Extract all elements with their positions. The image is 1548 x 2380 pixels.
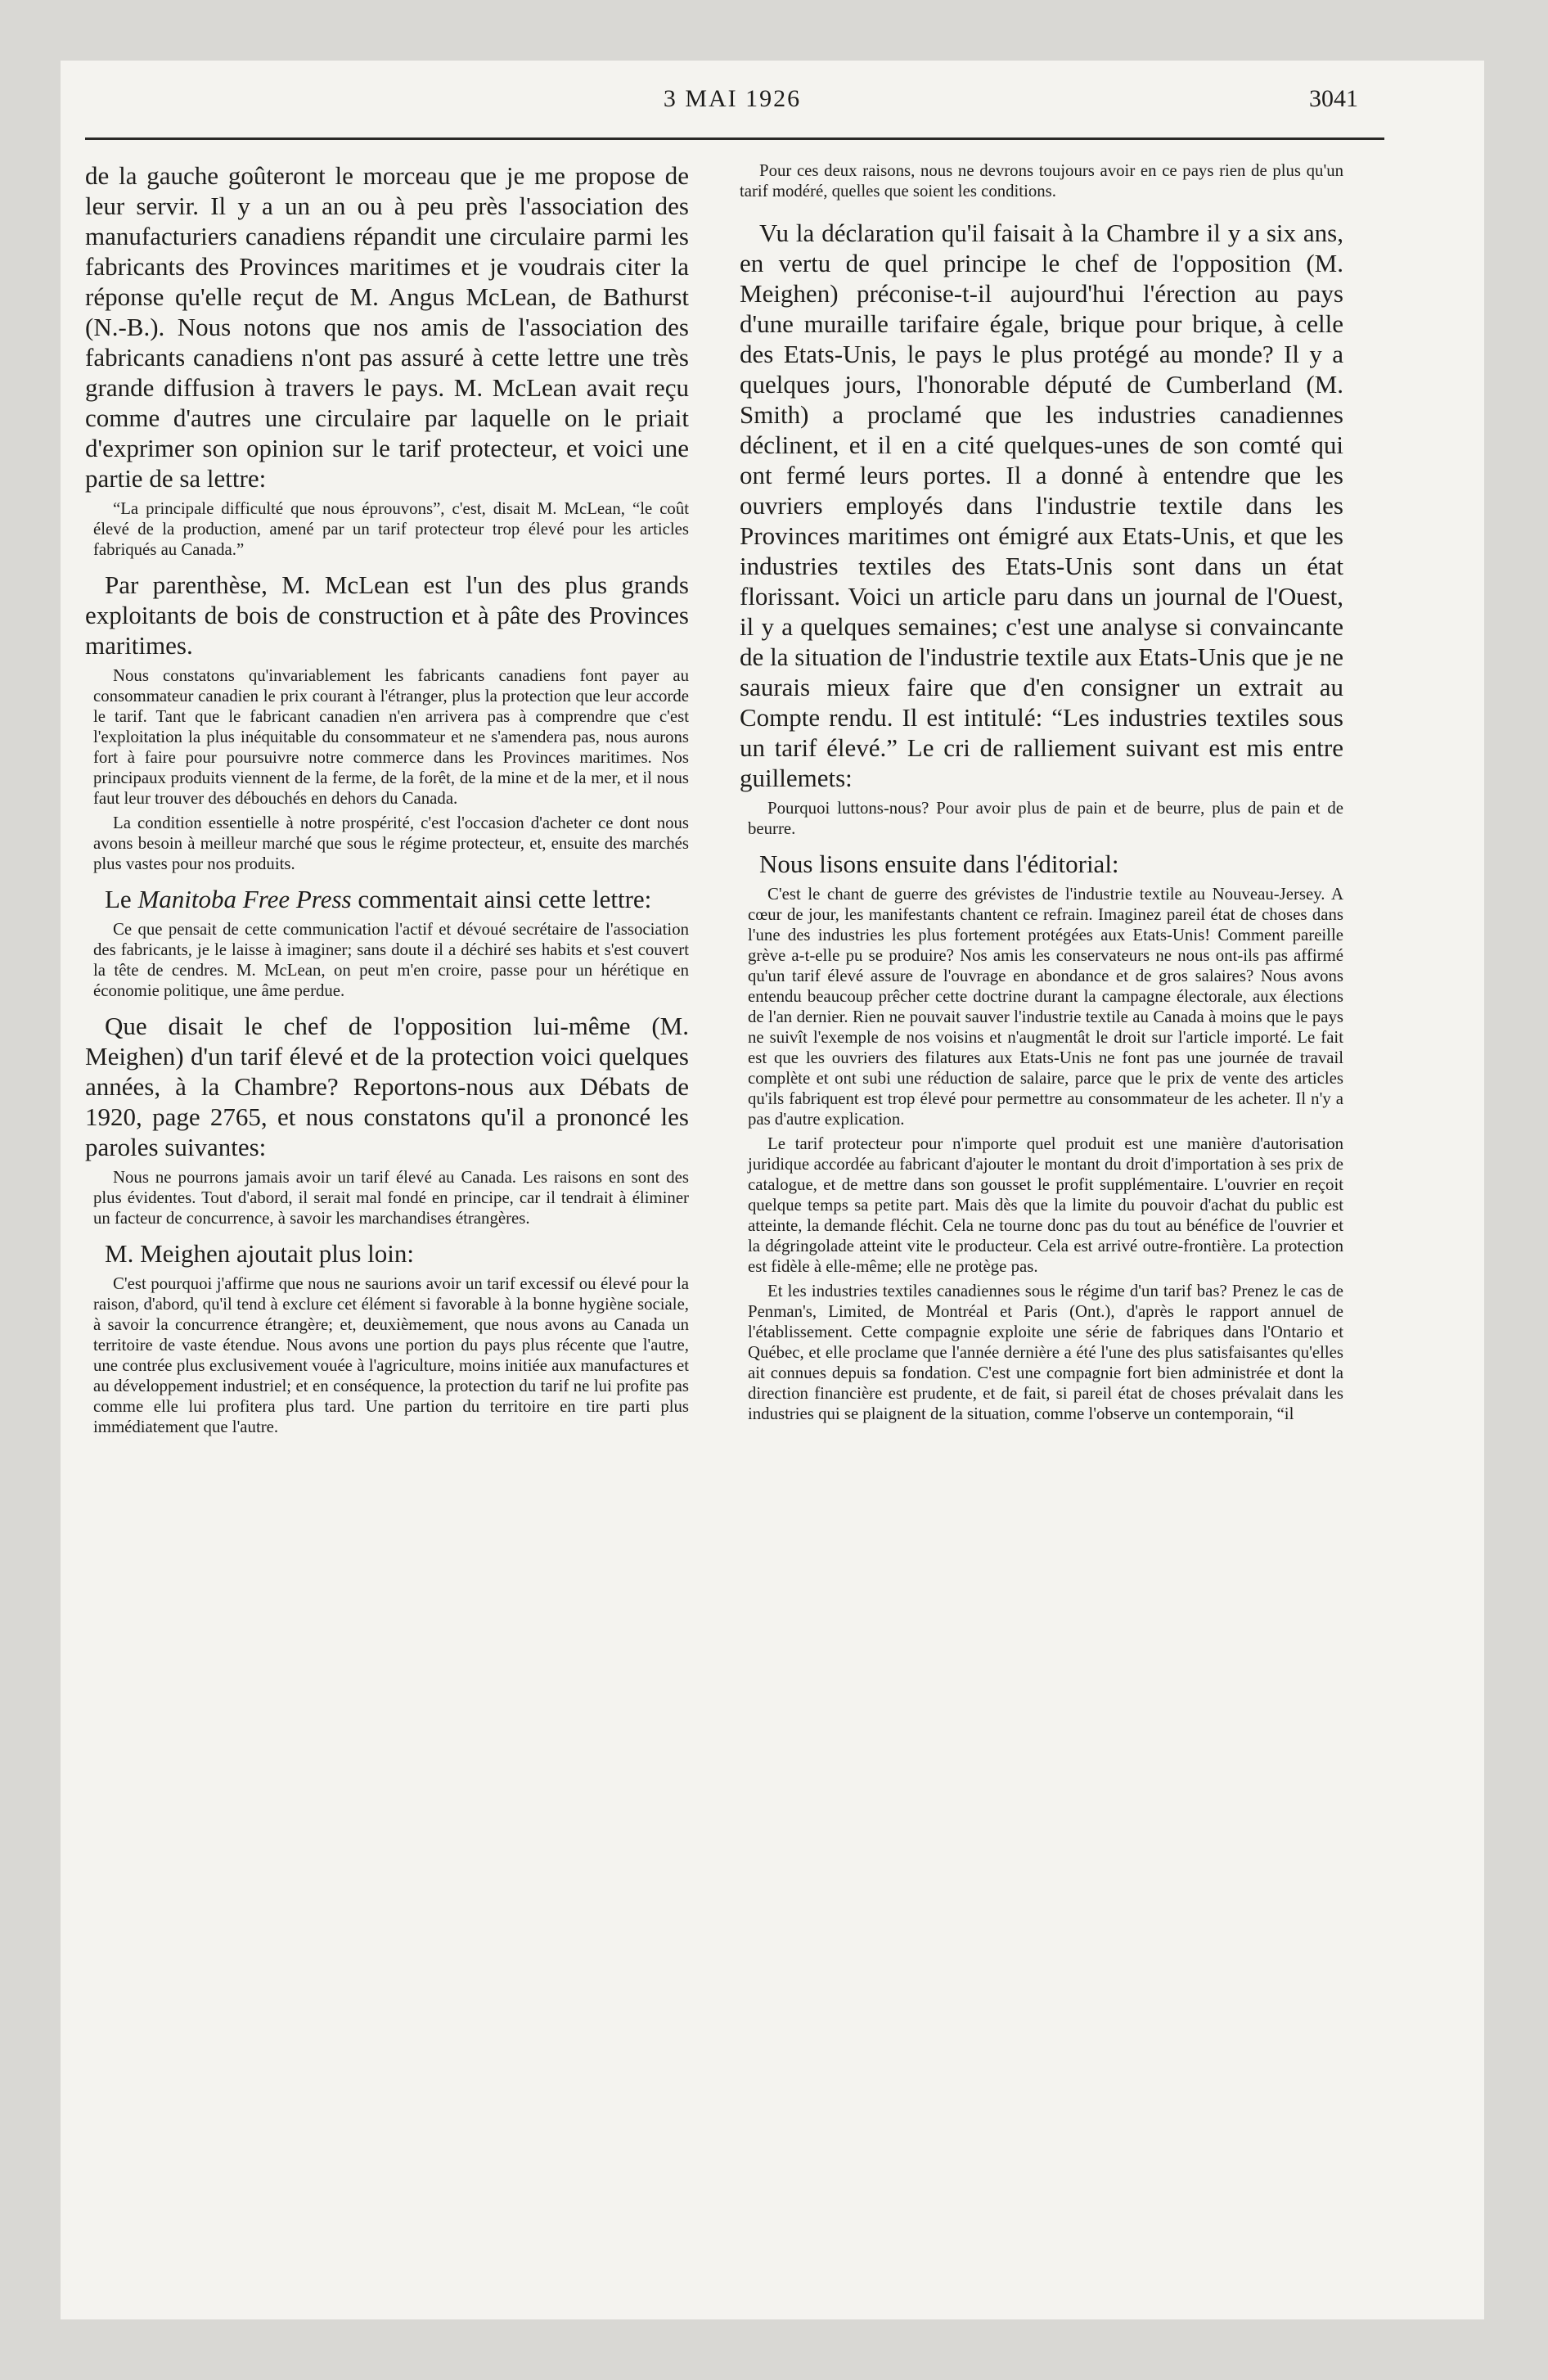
quoted-paragraph: Pourquoi luttons-nous? Pour avoir plus de pain et de beurre, plus de pain et de beurre. <box>748 799 1343 838</box>
page-header <box>106 85 1358 134</box>
text-run: commentait ainsi cette lettre: <box>351 885 652 913</box>
quoted-paragraph: Nous ne pourrons jamais avoir un tarif élevé au Canada. Les raisons en sont des plus évidentes. Tout d'abord, il serait mal fondé en principe, car il tendrait à éliminer un facteur de concurrence, à savoir les marchandises étrangères. <box>93 1168 689 1228</box>
speech-paragraph: Par parenthèse, M. McLean est l'un des plus grands exploitants de bois de construction et à pâte des Provinces maritimes. <box>85 570 689 660</box>
quoted-paragraph: Pour ces deux raisons, nous ne devrons toujours avoir en ce pays rien de plus qu'un tarif modéré, quelles que soient les conditions. <box>740 161 1343 201</box>
page-number: 3041 <box>1309 85 1358 112</box>
quoted-paragraph: La condition essentielle à notre prospérité, c'est l'occasion d'acheter ce dont nous avons besoin à meilleur marché que sous le régime protecteur, et, ensuite des marchés plus vastes pour nos produits. <box>93 814 689 873</box>
text-run: Le <box>105 885 138 913</box>
left-column <box>85 160 689 2223</box>
speech-paragraph: Vu la déclaration qu'il faisait à la Chambre il y a six ans, en vertu de quel principe le chef de l'opposition (M. Meighen) préconise-t-il aujourd'hui l'érection au pays d'une muraille tarifaire égale, brique pour brique, à celle des Etats-Unis, le pays le plus protégé au monde? Il y a quelques jours, l'honorable député de Cumberland (M. Smith) a proclamé que les industries canadiennes déclinent, et il en a cité quelques-unes de son comté qui ont fermé leurs portes. Il a donné à entendre que les ouvriers employés dans l'industrie textile dans les Provinces maritimes ont émigré aux Etats-Unis, et que les industries textiles des Etats-Unis sont dans un état florissant. Voici un article paru dans un journal de l'Ouest, il y a quelques semaines; c'est une analyse si convaincante de la situation de l'industrie textile aux Etats-Unis que je ne saurais mieux faire que d'en consigner un extrait au Compte rendu. Il est intitulé: “Les industries textiles sous un tarif élevé.” Le cri de ralliement suivant est mis entre guillemets: <box>740 219 1343 792</box>
quoted-paragraph: “La principale difficulté que nous éprouvons”, c'est, disait M. McLean, “le coût élevé de la production, amené par un tarif protecteur trop élevé pour les articles fabriqués au Canada.” <box>93 499 689 559</box>
quoted-paragraph: Et les industries textiles canadiennes sous le régime d'un tarif bas? Prenez le cas de Penman's, Limited, de Montréal et Paris (Ont.), d'après le rapport annuel de l'établissement. Cette compagnie exploite une série de fabriques dans l'Ontario et Québec, et elle proclame que l'année dernière a été l'une des plus satisfaisantes qu'elles ait connues depuis sa fondation. C'est une compagnie fort bien administrée et dont la direction financière est prudente, et de fait, si pareil état de choses prévalait dans les industries qui se plaignent de la situation, comme l'observe un contemporain, “il <box>748 1282 1343 1423</box>
newspaper-title: Manitoba Free Press <box>137 885 352 913</box>
speech-paragraph: M. Meighen ajoutait plus loin: <box>105 1239 414 1268</box>
quoted-paragraph: Le tarif protecteur pour n'importe quel produit est une manière d'autorisation juridique accordée au fabricant d'ajouter le montant du droit d'importation à ses prix de catalogue, et de mettre dans son gousset le profit supplémentaire. L'ouvrier en reçoit quelque temps sa petite part. Mais dès que la limite du pouvoir d'achat du public est atteinte, la demande fléchit. Cela ne tourne donc pas du tout au bénéfice de l'ouvrier et la dégringolade atteint vite le producteur. Cela est arrivé outre-frontière. La protection est fidèle à elle-même; elle ne protège pas. <box>748 1134 1343 1276</box>
speech-paragraph <box>85 884 689 914</box>
right-column <box>740 160 1343 2223</box>
speech-paragraph: de la gauche goûteront le morceau que je me propose de leur servir. Il y a un an ou à peu près l'association des manufacturiers canadiens répandit une circulaire parmi les fabricants des Provinces maritimes et je voudrais citer la réponse qu'elle reçut de M. Angus McLean, de Bathurst (N.-B.). Nous notons que nos amis de l'association des fabricants canadiens n'ont pas assuré à cette lettre une très grande diffusion à travers le pays. M. McLean avait reçu comme d'autres une circulaire par laquelle on le priait d'exprimer son opinion sur le tarif protecteur, et voici une partie de sa lettre: <box>85 161 689 493</box>
quoted-paragraph: Nous constatons qu'invariablement les fabricants canadiens font payer au consommateur canadien le prix courant à l'étranger, plus la protection que leur accorde le tarif. Tant que le fabricant canadien n'en arrivera pas à comprendre que c'est l'exploitation la plus inéquitable du consommateur et ne s'amendera pas, nous aurons fort à faire pour poursuivre notre commerce dans les Provinces maritimes. Nos principaux produits viennent de la ferme, de la forêt, de la mine et de la mer, et il nous faut leur trouver des débouchés en dehors du Canada. <box>93 666 689 808</box>
quoted-paragraph: Ce que pensait de cette communication l'actif et dévoué secrétaire de l'association des fabricants, je le laisse à imaginer; sans doute il a déchiré ses habits et s'est couvert la tête de cendres. M. McLean, on peut m'en croire, passe pour un hérétique en économie politique, une âme perdue. <box>93 920 689 1000</box>
header-rule <box>85 137 1384 140</box>
header-date: 3 MAI 1926 <box>663 85 802 112</box>
speech-paragraph: Que disait le chef de l'opposition lui-même (M. Meighen) d'un tarif élevé et de la protection voici quelques années, à la Chambre? Reportons-nous aux Débats de 1920, page 2765, et nous constatons qu'il a prononcé les paroles suivantes: <box>85 1012 689 1161</box>
quoted-paragraph: C'est le chant de guerre des grévistes de l'industrie textile au Nouveau-Jersey. A cœur de jour, les manifestants chantent ce refrain. Imaginez pareil état de choses dans l'une des industries les plus fortement protégées aux Etats-Unis! Comment pareille grève a-t-elle pu se produire? Nos amis les conservateurs ne nous ont-ils pas affirmé qu'un tarif élevé assure de l'ouvrage en abondance et de gros salaires? Nous avons entendu beaucoup prêcher cette doctrine durant la campagne électorale, aux élections de l'an dernier. Rien ne pouvait sauver l'industrie textile au Canada à moins que le pays ne suivît l'exemple de nos voisins et n'augmentât le droit sur l'article importé. Le fait est que les ouvriers des filatures aux Etats-Unis ne font pas une journée de travail complète et ont subi une réduction de salaire, parce que le prix de vente des articles qu'ils fabriquent est trop élevé pour permettre au consommateur de les acheter. Il n'y a pas d'autre explication. <box>748 885 1343 1129</box>
quoted-paragraph: C'est pourquoi j'affirme que nous ne saurions avoir un tarif excessif ou élevé pour la raison, d'abord, qu'il tend à exclure cet élément si favorable à la bonne hygiène sociale, à savoir la concurrence étrangère; et, deuxièmement, que nous avons au Canada un territoire de vaste étendue. Nous avons une portion du pays plus récente que l'autre, une contrée plus exclusivement vouée à l'agriculture, moins initiée aux manufactures et au développement industriel; et en conséquence, la protection du tarif ne lui profite pas comme elle lui profitera plus tard. Une partion du territoire en tire parti plus immédiatement que l'autre. <box>93 1274 689 1436</box>
speech-paragraph: Nous lisons ensuite dans l'éditorial: <box>759 850 1119 878</box>
